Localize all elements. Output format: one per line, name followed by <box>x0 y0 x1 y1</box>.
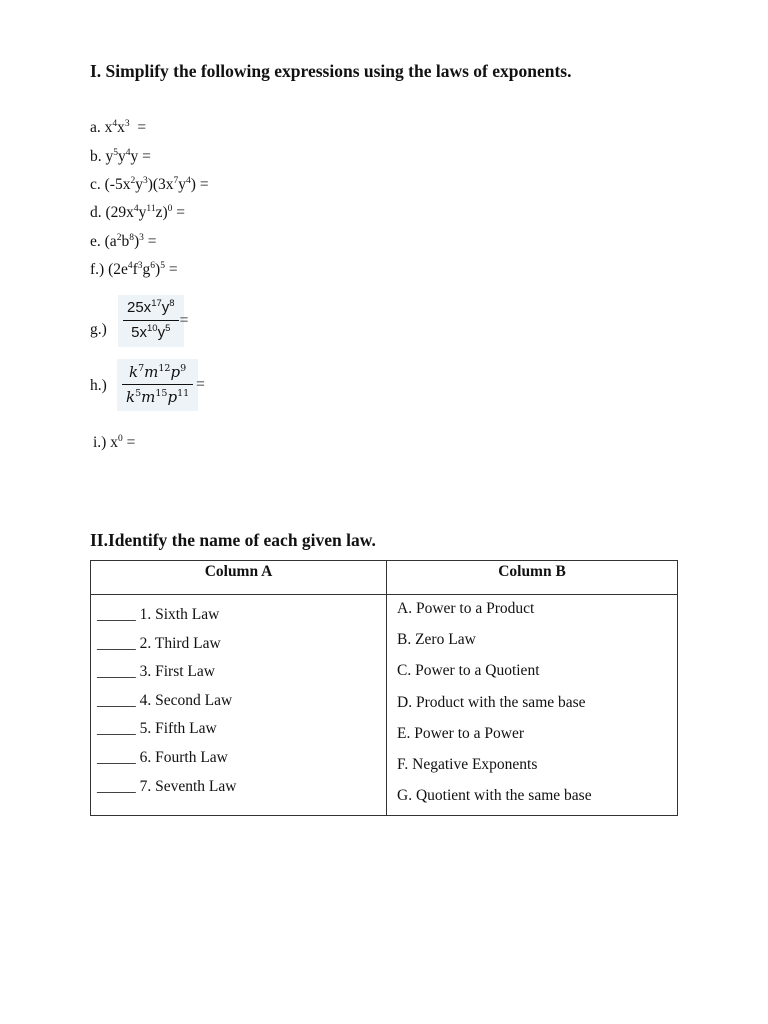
problem-d: d. $(29x^4y^{11}z)^0$ = <box>90 204 185 221</box>
problem-f: f.) $(2e^4f^3g^6)^5$ = <box>90 261 178 278</box>
law-label: 3. First Law <box>139 663 215 681</box>
table-body-row <box>91 595 678 816</box>
list-item: E. Power to a Power <box>397 724 524 742</box>
list-item <box>97 715 386 744</box>
section-2-heading: II.Identify the name of each given law. <box>90 530 376 550</box>
column-a-header: Column A <box>91 561 387 595</box>
fraction-bar <box>122 384 193 385</box>
answer-blank[interactable]: _____ <box>97 748 136 766</box>
problem-label: a. <box>90 119 105 136</box>
list-item: G. Quotient with the same base <box>397 787 592 805</box>
problem-i: i.) $x^0$ = <box>93 434 136 451</box>
law-label: 1. Sixth Law <box>139 606 220 623</box>
numerator: $25x^{17}y^8$ <box>127 298 175 316</box>
column-a-cell <box>91 595 387 816</box>
problem-b: b. $y^5y^4y$ = <box>90 148 151 165</box>
problem-label: i.) <box>93 434 111 451</box>
answer-blank[interactable]: _____ <box>97 634 136 652</box>
law-label: 5. Fifth Law <box>139 720 217 738</box>
denominator: $k^5m^{15}p^{11}$ <box>126 388 190 406</box>
column-b-header: Column B <box>387 561 678 595</box>
list-item <box>97 630 386 659</box>
list-item: A. Power to a Product <box>397 600 535 617</box>
numerator: $k^7m^{12}p^9$ <box>129 363 187 381</box>
list-item <box>97 744 386 773</box>
problem-label: c. <box>90 176 105 193</box>
equals-sign: = <box>179 312 189 329</box>
problem-g-label: g.) <box>90 321 107 338</box>
laws-matching-table <box>90 560 678 816</box>
list-item <box>97 687 386 716</box>
list-item <box>97 773 386 802</box>
problem-g-fraction <box>118 295 188 347</box>
equals-sign: = <box>196 376 205 393</box>
law-label: 7. Seventh Law <box>139 777 237 795</box>
fraction-box <box>117 359 198 411</box>
answer-blank[interactable]: _____ <box>97 720 136 738</box>
section-1-heading: I. Simplify the following expressions using the laws of exponents. <box>90 61 572 81</box>
problem-label: b. <box>90 148 106 165</box>
law-label: 4. Second Law <box>139 691 233 709</box>
answer-blank[interactable]: _____ <box>97 777 136 795</box>
fraction-box <box>118 295 184 347</box>
fraction-bar <box>123 320 179 321</box>
problem-a: a. $x^4x^3$ = <box>90 119 147 136</box>
list-item <box>97 658 386 687</box>
list-item: B. Zero Law <box>397 631 476 649</box>
problem-c: c. $(-5x^2y^3)(3x^7y^4)$ = <box>90 176 209 193</box>
law-label: 6. Fourth Law <box>139 748 228 766</box>
denominator: $5x^{10}y^5$ <box>131 323 171 341</box>
column-b-cell <box>387 595 678 816</box>
list-item: C. Power to a Quotient <box>397 662 540 680</box>
law-label: 2. Third Law <box>139 634 221 652</box>
table-header-row <box>91 561 678 595</box>
problem-label: f.) <box>90 261 109 278</box>
problem-e: e. $(a^2b^8)^3$ = <box>90 233 157 250</box>
answer-blank[interactable]: _____ <box>97 691 136 709</box>
list-item: D. Product with the same base <box>397 693 586 711</box>
answer-blank[interactable]: _____ <box>97 663 136 681</box>
problem-h-fraction <box>117 359 205 411</box>
list-item: F. Negative Exponents <box>397 755 538 773</box>
problem-h-label: h.) <box>90 377 107 394</box>
list-item <box>97 601 386 630</box>
problem-label: e. <box>90 233 105 250</box>
answer-blank[interactable]: _____ <box>97 606 136 623</box>
problem-label: d. <box>90 204 106 221</box>
